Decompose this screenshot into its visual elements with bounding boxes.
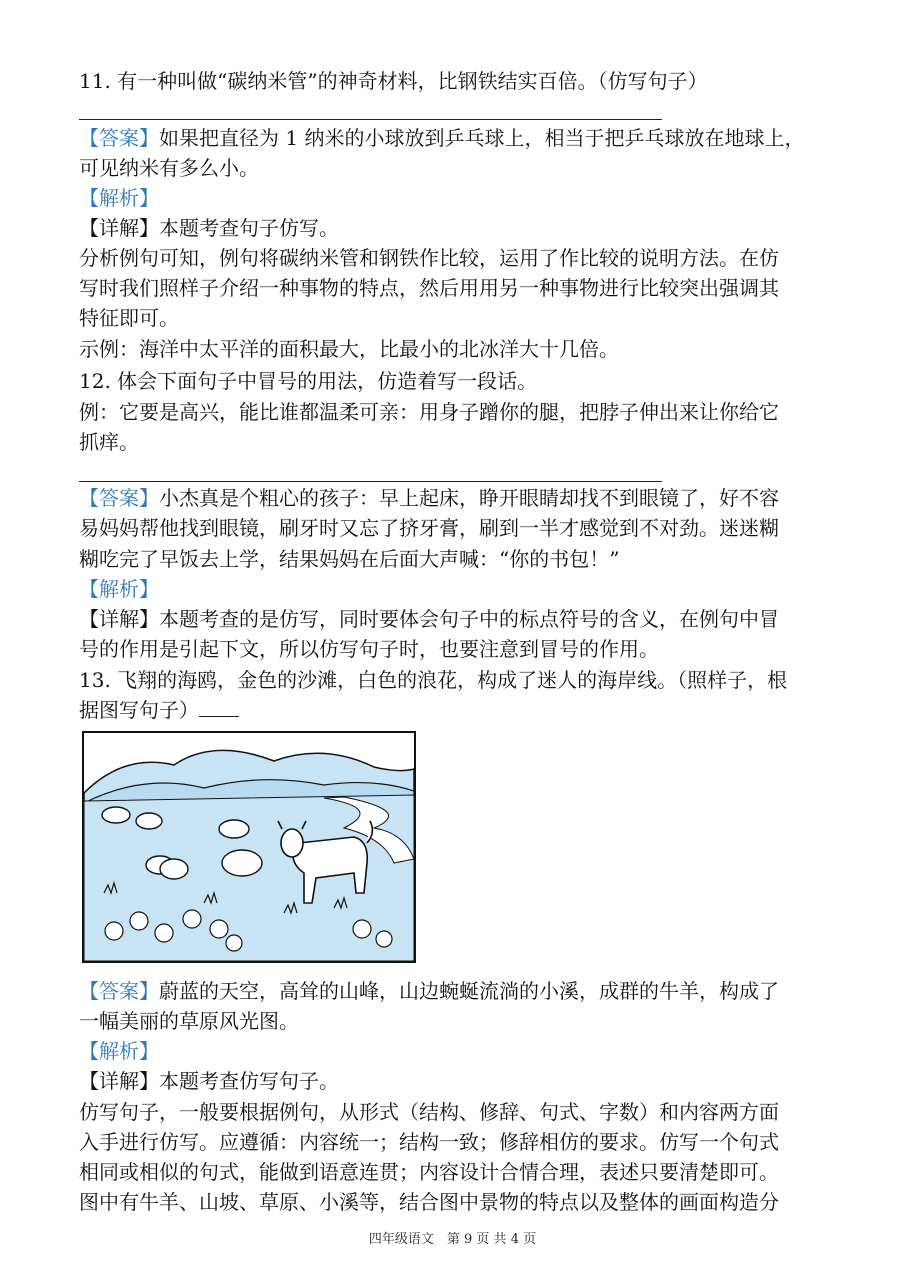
detail-text: 本题考查句子仿写。 <box>159 216 339 240</box>
q12-detail-line1 <box>79 604 839 634</box>
q11-question: 11. 有一种叫做“碳纳米管”的神奇材料，比钢铁结实百倍。（仿写句子） <box>79 69 708 93</box>
q12-example-line2: 抓痒。 <box>79 430 139 454</box>
detail-tag: 【详解】 <box>79 607 159 631</box>
q13-paragraph-2: 入手进行仿写。应遵循：内容统一；结构一致；修辞相仿的要求。仿写一个句式 <box>79 1130 779 1154</box>
detail-text: 本题考查的是仿写，同时要体会句子中的标点符号的含义，在例句中冒 <box>159 607 779 631</box>
answer-tag: 【答案】 <box>79 486 159 510</box>
question-text: 据图写句子） <box>79 698 199 722</box>
q12-answer-line1 <box>79 483 839 513</box>
q12-answer-line3: 糊吃完了早饭去上学，结果妈妈在后面大声喊：“你的书包！” <box>79 547 620 571</box>
detail-text: 本题考查仿写句子。 <box>159 1069 339 1093</box>
detail-tag: 【详解】 <box>79 216 159 240</box>
q13-detail <box>79 1066 839 1096</box>
detail-tag: 【详解】 <box>79 1069 159 1093</box>
q12-detail-line2: 号的作用是引起下文，所以仿写句子时，也要注意到冒号的作用。 <box>79 637 659 661</box>
q11-paragraph-2: 写时我们照样子介绍一种事物的特点，然后用用另一种事物进行比较突出强调其 <box>79 276 779 300</box>
pasture-scene-drawing <box>84 733 414 961</box>
q13-answer-line1 <box>79 976 839 1006</box>
q11-analysis-tag: 【解析】 <box>79 186 159 210</box>
q13-question-line2 <box>79 695 839 725</box>
answer-tag: 【答案】 <box>79 979 159 1003</box>
q12-answer-line <box>79 481 662 482</box>
q12-analysis-tag: 【解析】 <box>79 577 159 601</box>
q11-answer-line2: 可见纳米有多么小。 <box>79 156 259 180</box>
q13-question-line1: 13. 飞翔的海鸥，金色的沙滩，白色的浪花，构成了迷人的海岸线。（照样子，根 <box>79 668 788 692</box>
q11-example: 示例：海洋中太平洋的面积最大，比最小的北冰洋大十几倍。 <box>79 337 619 361</box>
answer-blank <box>199 696 239 717</box>
q12-question: 12. 体会下面句子中冒号的用法，仿造着写一段话。 <box>79 369 538 393</box>
q11-answer-line1 <box>79 123 839 153</box>
q13-paragraph-3: 相同或相似的句式，能做到语意连贯；内容设计合情合理，表述只要清楚即可。 <box>79 1160 779 1184</box>
pasture-illustration <box>82 731 416 963</box>
q11-paragraph-1: 分析例句可知，例句将碳纳米管和钢铁作比较，运用了作比较的说明方法。在仿 <box>79 246 779 270</box>
answer-text: 蔚蓝的天空，高耸的山峰，山边蜿蜒流淌的小溪，成群的牛羊，构成了 <box>159 979 779 1003</box>
answer-text: 小杰真是个粗心的孩子：早上起床，睁开眼睛却找不到眼镜了，好不容 <box>159 486 779 510</box>
q11-paragraph-3: 特征即可。 <box>79 306 179 330</box>
q12-example-line1: 例：它要是高兴，能比谁都温柔可亲：用身子蹭你的腿，把脖子伸出来让你给它 <box>79 400 779 424</box>
q13-paragraph-1: 仿写句子，一般要根据例句，从形式（结构、修辞、句式、字数）和内容两方面 <box>79 1100 779 1124</box>
answer-tag: 【答案】 <box>79 126 159 150</box>
q13-paragraph-4: 图中有牛羊、山坡、草原、小溪等，结合图中景物的特点以及整体的画面构造分 <box>79 1190 779 1214</box>
answer-text: 如果把直径为 1 纳米的小球放到乒乓球上，相当于把乒乓球放在地球上， <box>159 126 805 150</box>
q13-answer-line2: 一幅美丽的草原风光图。 <box>79 1009 299 1033</box>
q13-analysis-tag: 【解析】 <box>79 1039 159 1063</box>
q11-detail <box>79 213 839 243</box>
page-footer: 四年级语文 第 9 页 共 4 页 <box>368 1232 537 1247</box>
q11-answer-line <box>79 119 662 120</box>
q12-answer-line2: 易妈妈帮他找到眼镜，刷牙时又忘了挤牙膏，刷到一半才感觉到不对劲。迷迷糊 <box>79 516 779 540</box>
